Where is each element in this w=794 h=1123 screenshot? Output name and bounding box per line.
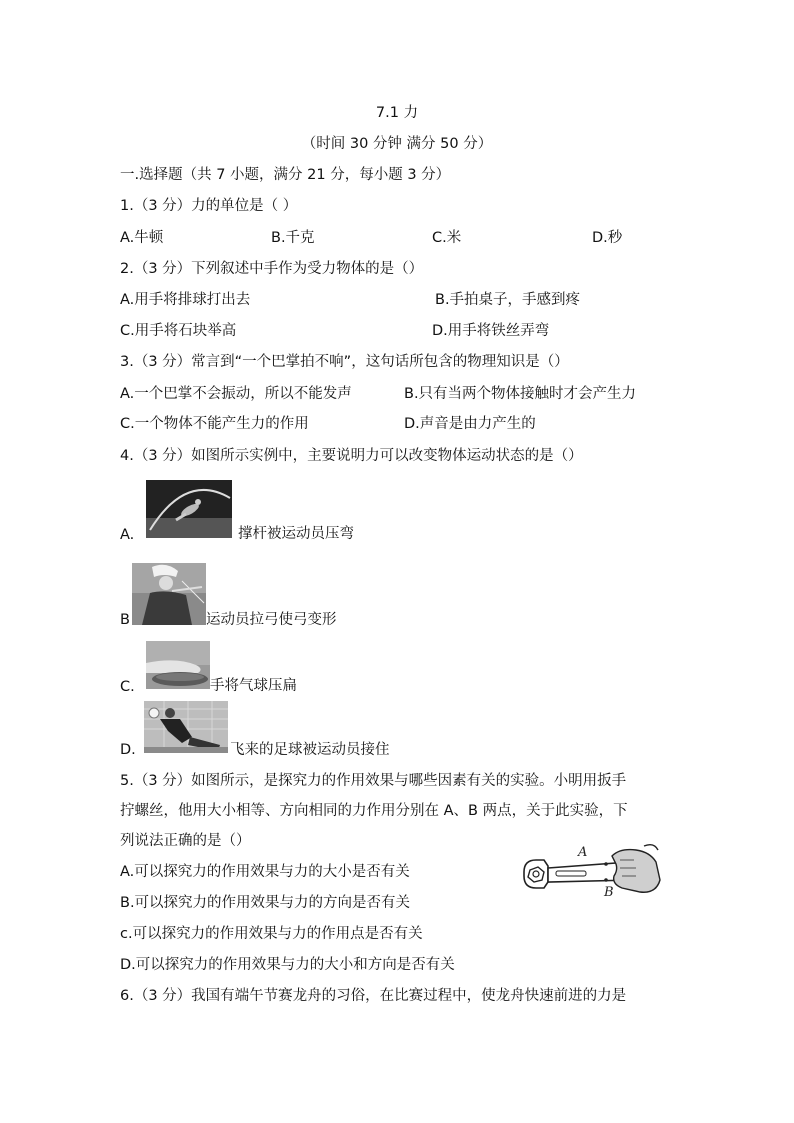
q1-option-d: D.秒 <box>592 230 623 246</box>
q4-option-c-text: 手将气球压扁 <box>210 678 297 694</box>
exam-info: （时间 30 分钟 满分 50 分） <box>301 136 493 152</box>
q1-option-b: B.千克 <box>271 230 315 246</box>
q4-option-d-letter: D. <box>120 742 136 758</box>
balloon-photo <box>146 641 210 689</box>
question-5-stem-line-3: 列说法正确的是（） <box>120 833 251 849</box>
q5-option-b: B.可以探究力的作用效果与力的方向是否有关 <box>120 895 411 911</box>
q4-option-a-text: 撑杆被运动员压弯 <box>238 526 354 542</box>
goalkeeper-photo <box>144 701 228 753</box>
question-3-stem: 3.（3 分）常言到“一个巴掌拍不响”，这句话所包含的物理知识是（） <box>120 354 569 370</box>
q3-option-b: B.只有当两个物体接触时才会产生力 <box>404 386 637 402</box>
point-b-label: B <box>604 885 614 898</box>
q1-option-a: A.牛顿 <box>120 230 164 246</box>
q4-option-b-letter: B <box>120 612 130 628</box>
q4-option-c-letter: C. <box>120 679 135 695</box>
q4-option-b-text: 运动员拉弓使弓变形 <box>206 612 337 628</box>
question-1-stem: 1.（3 分）力的单位是（ ） <box>120 198 298 214</box>
q2-option-b: B.手拍桌子，手感到疼 <box>435 292 581 308</box>
q3-option-a: A.一个巴掌不会振动，所以不能发声 <box>120 386 352 402</box>
question-4-stem: 4.（3 分）如图所示实例中，主要说明力可以改变物体运动状态的是（） <box>120 448 583 464</box>
q2-option-a: A.用手将排球打出去 <box>120 292 251 308</box>
question-5-stem-line-2: 拧螺丝，他用大小相等、方向相同的力作用分别在 A、B 两点，关于此实验，下 <box>120 803 628 819</box>
section-heading: 一.选择题（共 7 小题，满分 21 分，每小题 3 分） <box>120 167 451 183</box>
q4-option-d-text: 飞来的足球被运动员接住 <box>230 742 390 758</box>
q4-option-a-letter: A. <box>120 527 135 543</box>
archer-photo <box>132 563 206 625</box>
q3-option-c: C.一个物体不能产生力的作用 <box>120 416 309 432</box>
question-6-stem: 6.（3 分）我国有端午节赛龙舟的习俗，在比赛过程中，使龙舟快速前进的力是 <box>120 988 627 1004</box>
q5-option-d: D.可以探究力的作用效果与力的大小和方向是否有关 <box>120 957 455 973</box>
q2-option-c: C.用手将石块举高 <box>120 323 237 339</box>
wrench-figure <box>520 840 662 898</box>
q5-option-c: c.可以探究力的作用效果与力的作用点是否有关 <box>120 926 423 942</box>
q2-option-d: D.用手将铁丝弄弯 <box>432 323 550 339</box>
point-a-label: A <box>578 845 588 860</box>
q1-option-c: C.米 <box>432 230 462 246</box>
question-5-stem-line-1: 5.（3 分）如图所示，是探究力的作用效果与哪些因素有关的实验。小明用扳手 <box>120 773 627 789</box>
q5-option-a: A.可以探究力的作用效果与力的大小是否有关 <box>120 864 410 880</box>
q3-option-d: D.声音是由力产生的 <box>404 416 536 432</box>
pole-vault-photo <box>146 480 232 538</box>
question-2-stem: 2.（3 分）下列叙述中手作为受力物体的是（） <box>120 261 424 277</box>
page-title: 7.1 力 <box>375 105 419 121</box>
